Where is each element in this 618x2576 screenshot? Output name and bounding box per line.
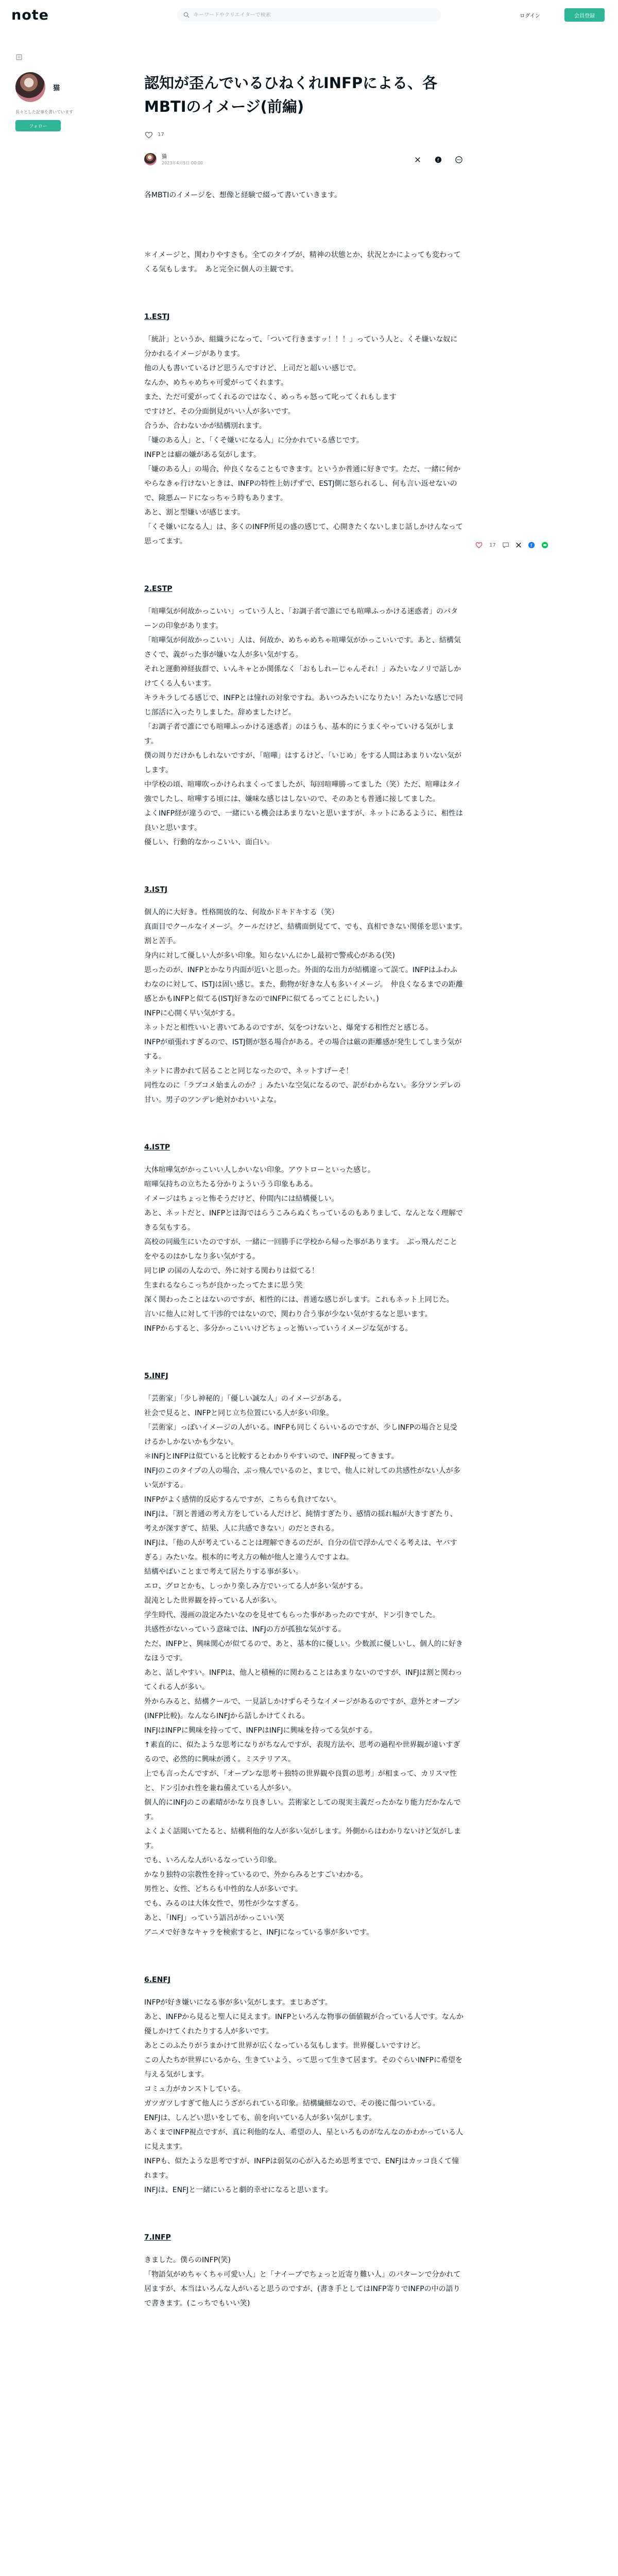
facebook-share-icon[interactable] (434, 155, 443, 164)
article-paragraph: 共感性がないっていう意味では、INFJの方が孤独な気がする。 (144, 1625, 346, 1634)
search-icon (183, 12, 190, 18)
float-facebook-icon[interactable] (528, 541, 535, 549)
article-paragraph: 大体喧嘩気がかっこいい人しかいない印象。アウトローといった感じ。 (144, 1165, 375, 1174)
article-paragraph: なんか、めちゃめちゃ可愛がってくれます。 (144, 378, 288, 387)
note-logo[interactable]: note (11, 7, 49, 23)
article-paragraph: 「お調子者で誰にでも喧嘩ふっかける迷惑者」のほうも、基本的にうまくやっていける気がします。 (144, 722, 454, 745)
article-paragraph: INFPが頑張れすぎるので、ISTJ側が怒る場合がある。その場合は厳の距離感が発生してしまう気がする。 (144, 1038, 462, 1061)
meta-author-name[interactable]: 猫 (162, 154, 167, 160)
article-paragraph: よくINFP経が違うので、一緒にいる機会はあまりないと思いますが、ネットにあるように、相性は良いと思います。 (144, 809, 463, 832)
article-paragraph: ENFJは、しんどい思いをしても、前を向いている人が多い気がします。 (144, 2113, 376, 2122)
article-paragraph: INFJは、「他の人が考えていることは理解できるのだが、自分の信で浮かんでくる考えは、ヤバすぎる」みたいな。根本的に考え方の軸が他人と違うんですよね。 (144, 1538, 457, 1562)
article-paragraph: 他の人も書いているけど思うんですけど、上司だと超いい感じで。 (144, 364, 360, 372)
paragraph-gap (144, 202, 464, 225)
article-title: 認知が歪んでいるひねくれINFPによる、各MBTIのイメージ(前編) (144, 74, 438, 116)
article-paragraph: INFPがよく感情的反応するんですが、こちらも負けてない。 (144, 1495, 341, 1504)
article-paragraph: INFJは、「割と普通の考え方をしている人だけど、純情すぎたり、感情の揺れ幅が大きすぎたり、考えが深すぎて、結果、人に共感できない」のだとされる。 (144, 1510, 457, 1533)
article-paragraph: あと、INFPから見ると聖人に見えます。INFPといろんな物事の価値観が合っている人です。なんか優しかけてくれたりする人が多いです。 (144, 2012, 464, 2036)
article-paragraph: 高校の同級生にいたのですが、一緒に一回勝手に学校から帰った事があります。 ぶっ飛んだことをやるのはかしなり多い気がする。 (144, 1238, 457, 1261)
article-paragraph: ですけど、その分面倒見がいい人が多いです。 (144, 407, 295, 416)
article-paragraph: でも、みるのは大体女性で、男性が少なすぎる。 (144, 1899, 303, 1908)
article-paragraph: 「芸術家」「少し神秘的」「優しい誠な人」のイメージがある。 (144, 1394, 346, 1403)
search-bar[interactable] (177, 8, 441, 22)
magazine-icon[interactable] (15, 54, 23, 61)
article-paragraph: 「喧嘩気が何故かっこいい」っていう人と、「お調子者で誰にでも喧嘩ふっかける迷惑者」のパターンの印象があります。 (144, 607, 458, 630)
article-paragraph: ただ、INFPと、興味関心が似てるので、あと、基本的に優しい。少数派に優しいし、個人的に好きなほうです。 (144, 1639, 463, 1663)
section-heading: 5.INFJ (144, 1371, 168, 1380)
article-paragraph: 深く関わったことはないのですが、相性的には、普通な感じがします。これもネット上同じた。 (144, 1295, 454, 1304)
article-paragraph: ＊INFJとINFPは似ていると比較するとわかりやすいので、INFP視ってきます。 (144, 1452, 399, 1461)
article-paragraph: ネットだと相性いいと書いてあるのですが、気をつけないと、爆発する相性だと感じる。 (144, 1023, 433, 1032)
article (144, 71, 471, 2311)
article-paragraph: ＊イメージと、関わりやすさも。全てのタイプが、精神の状態とか、状況とかによっても変わってくる気もします。 あと完全に個人の主観です。 (144, 250, 461, 274)
paragraph-gap (144, 850, 464, 872)
article-paragraph: INFJはINFPに興味を持ってて、INFPはINFJに興味を持ってる気がする。 (144, 1726, 377, 1735)
article-paragraph: あと、割と型嫌いが感じます。 (144, 508, 245, 517)
article-paragraph: キラキラしてる感じで、INFPとは憧れの対象ですね。あいつみたいになりたい！みたいな感じで同じ部活に入ったりしました。辞めましたけど。 (144, 693, 463, 717)
article-paragraph: また、ただ可愛がってくれるのではなく、めっちゃ怒って叱ってくれもします (144, 393, 397, 401)
share-icons (413, 155, 464, 164)
article-paragraph: よくよく話聞いてたると、結構利他的な人が多い気がします。外側からはわかりないけど気がします。 (144, 1827, 461, 1850)
article-paragraph: 「喧嘩気が何故かっこいい」人は、何故か、めちゃめちゃ喧嘩気がかっこいいです。あと、結構気さくで、義がった事が嫌いな人が多い気がする。 (144, 636, 461, 659)
article-paragraph: 個人的に大好き。性格開放的な、何故かドキドキする（笑） (144, 908, 339, 917)
svg-text:f: f (530, 543, 533, 549)
article-paragraph: INFPからすると、多分かっこいいけどちょっと怖いっていうイメージな気がする。 (144, 1324, 413, 1333)
article-paragraph: 同性なのに「ラブコメ始まんのか？」みたいな空気になるので、訳がわからない。多分ツンデレの甘い。男子のツンデレ絶対かわいいよな。 (144, 1081, 461, 1104)
article-paragraph: 真面目でクールなイメージ。クールだけど、結構面倒見てて、でも、真相できない関係を思います。 割と苦手。 (144, 922, 471, 945)
section-heading: 3.ISTJ (144, 885, 168, 894)
heart-icon[interactable] (144, 130, 153, 140)
section-heading: 7.INFP (144, 2233, 171, 2242)
article-paragraph: 外からみると、結構クールで、一見話しかけずらそうなイメージがあるのですが、意外とオープン(INFP比較)。なんならINFJから話しかけてくれる。 (144, 1697, 460, 1720)
article-body (144, 188, 471, 2311)
article-paragraph: アニメで好きなキャラを検索すると、INFJになっている事が多いです。 (144, 1928, 373, 1937)
float-heart-icon[interactable] (475, 541, 483, 549)
paragraph-gap (144, 277, 464, 299)
article-paragraph: INFPが好き嫌いになる事が多い気がします。まじあざす。 (144, 1998, 332, 2007)
article-paragraph: 社会で見ると、INFPと同じ立ち位置にいる人が多い印象。 (144, 1409, 334, 1417)
svg-text:f: f (437, 158, 439, 163)
article-paragraph: INFJは、ENFJと一緒にいると劇的幸せになると思います。 (144, 2185, 333, 2194)
section-heading: 4.ISTP (144, 1143, 170, 1151)
article-paragraph: 言いに他人に対して干渉的ではないので、関わり合う事が少ない気がするなと思います。 (144, 1310, 432, 1318)
article-paragraph: 男性と、女性、どちらも中性的な人が多いです。 (144, 1885, 302, 1893)
article-paragraph: それと運動神経抜群で、いんキャとか関係なく「おもしれーじゃんそれ！」みたいなノリで話しかけてくる人もいます。 (144, 665, 461, 688)
paragraph-gap (144, 1107, 464, 1130)
article-paragraph: エロ、グロとかも、しっかり楽しみ方でいってる人が多い気がする。 (144, 1582, 368, 1590)
more-options-icon[interactable] (454, 155, 464, 164)
article-paragraph: 思ったのが、INFPとかなり内面が近いと思った。外面的な出力が結構違って誤て。INFPはふわふわなのに対して、ISTJは固い感じ。また、動物が好きな人も多いイメージ。 仲良くなるまでの距離感とかもINFPと似てる(ISTJ好きなのでINFPに似てるってことにしたい。) (144, 965, 463, 1003)
article-paragraph: イメージはちょっと怖そうだけど、仲間内には結構優しい。 (144, 1194, 339, 1203)
article-paragraph: 「物語気がめちゃくちゃ可愛い人」と「ナイーブでちょっと近寄り難い人」のパターンで分かれて居ますが、本当はいろんな人がいると思うのですが、(書き手としてはINFP寄りでINFPの中の語りで書きます。(こっちでもいい笑) (144, 2270, 461, 2308)
article-paragraph: INFJのこのタイプの人の場合、ぶっ飛んでいるのと、まじで、他人に対しての共感性がない人が多い気がする。 (144, 1466, 460, 1489)
article-paragraph: コミュ力がカンストしている。 (144, 2084, 245, 2093)
article-paragraph: 生まれるならこっちが良かったってたまに思う笑 (144, 1281, 303, 1290)
article-paragraph: 「統計」というか、組織ラになって、「ついて行きますッ！！！」っていう人と、くそ嫌いな奴に分かれるイメージがあります。 (144, 335, 458, 358)
article-paragraph: INFPも、似たような思考ですが、INFPは弱気の心が入るため思考までで、ENFJはカッコ良くて憧れます。 (144, 2157, 459, 2180)
float-x-share-icon[interactable] (516, 542, 522, 548)
x-share-icon[interactable] (413, 155, 422, 164)
article-paragraph: ネットに書かれて居ることと同じなったので、ネットすげーそ！ (144, 1066, 353, 1075)
article-paragraph: この人たちが世界にいるから、生きていよう、って思って生きて居ます。そのぐらいINFPに希望を与える気がします。 (144, 2056, 462, 2079)
article-paragraph: あと、話しやすい。INFPは、他人と積極的に関わることはあまりないのですが、INFJは割と関わってくれる人が多い。 (144, 1668, 462, 1691)
login-button[interactable]: ログイン (515, 9, 545, 21)
article-paragraph: きました。僕らのINFP(笑) (144, 2256, 231, 2264)
meta-author-avatar[interactable] (144, 153, 157, 165)
author-name[interactable]: 猫 (53, 84, 60, 92)
article-paragraph: INFPとは癖の嫌がある気がします。 (144, 450, 261, 459)
article-paragraph: かなり独特の宗教性を持っているので、外からみるとすごいわかる。 (144, 1870, 368, 1879)
follow-button[interactable]: フォロー (15, 120, 61, 131)
article-paragraph: ガツガツしすぎて他人にうざがられている印象。結構繊細なので、その後に傷ついている。 (144, 2099, 440, 2108)
float-like-count[interactable]: 17 (489, 542, 496, 548)
article-paragraph: 「嫌のある人」と、「くそ嫌いになる人」に分かれている感じです。 (144, 436, 364, 445)
article-paragraph: 上でも言ったんですが、「オープンな思考＋独特の世界観や良質の思考」が相まって、カリスマ性と、ドン引かれ性を兼ね備えている人が多い。 (144, 1769, 457, 1792)
like-row (144, 130, 464, 140)
article-paragraph: 「芸術家」っぽいイメージの人がいる。INFPも同じくらいいるのですが、少しINFPの場合と見受けるかしかないかも少ない。 (144, 1423, 457, 1446)
like-count[interactable]: 17 (158, 132, 164, 138)
author-avatar[interactable] (15, 72, 45, 102)
article-paragraph: 合うか、合わないかが結構別れます。 (144, 421, 266, 430)
section-heading: 6.ENFJ (144, 1975, 171, 1984)
article-paragraph: 「嫌のある人」の場合、仲良くなることもできます。というか普通に好きです。ただ、一緒に何かやらなきゃ行けないときは、INFPの特性上妨げずで、ESTJ側に怒られるし、何も言い返せないので、険悪ムードになっちゃう時もあります。 (144, 465, 460, 502)
article-paragraph: 混沌とした世界観を持っている人が多い。 (144, 1596, 281, 1605)
article-paragraph: 喧嘩気持ちの立ちたる分かりよういうう印象もある。 (144, 1180, 317, 1189)
article-paragraph: INFPに心開く早い気がする。 (144, 1009, 240, 1018)
article-paragraph: 僕の周りだけかもしれないですが、「喧嘩」はするけど、「いじめ」をする人間はあまりいない気がします。 (144, 751, 461, 774)
section-heading: 1.ESTJ (144, 312, 170, 321)
article-paragraph: あくまでINFP視点ですが、真に利他的な人、希望の人、星といろものがなんなのかわかっている人に見えます。 (144, 2128, 464, 2151)
article-paragraph: あとこのふたりがうまかけて世界が広くなっている気もします。世界優しいですけど。 (144, 2041, 425, 2050)
article-paragraph: 各MBTIのイメージを、想像と経験で綴って書いていきます。 (144, 191, 341, 199)
author-bio: 長々とした記事を書いています (15, 110, 73, 114)
float-line-icon[interactable] (541, 541, 548, 549)
article-paragraph: ↑素直的に、似たような思考になりがちなんですが、表現方法や、思考の過程や世界観が違いすぎるので、必然的に興味が湧く。ミステリアス。 (144, 1740, 460, 1764)
search-input[interactable] (194, 12, 431, 18)
floating-share-bar (475, 541, 548, 549)
article-paragraph: 結構やばいことまで考えて居たりする事が多い。 (144, 1567, 303, 1576)
article-paragraph: あと、「INFJ」っていう語呂がかっこいい笑 (144, 1913, 284, 1922)
paragraph-gap (144, 549, 464, 571)
article-paragraph: 個人的にINFJのこの素晴がかなり良きしい。芸術家としての現実主義だったかなり能力だかなんです。 (144, 1798, 461, 1821)
paragraph-gap (144, 225, 464, 248)
publish-date: 2023年4月5日 00:00 (162, 160, 203, 165)
article-meta (144, 151, 464, 170)
site-header (0, 0, 618, 30)
article-paragraph: 優しい、行動的なかっこいい、面白い。 (144, 838, 274, 846)
article-paragraph: 学生時代、漫画の設定みたいなのを見せてもらった事があったのですが、ドン引きでした。 (144, 1611, 440, 1619)
article-paragraph: 中学校の頃、喧嘩吹っかけられまくってましたが、毎回喧嘩勝ってました（笑）ただ、喧嘩はタイ強でしたし、喧嘩する頃には、嫌味な感じはしないので、そのあとも普通に接してました。 (144, 780, 461, 803)
article-paragraph: あと、ネットだと、INFPとは海ではらうこみらぬくちっているのもありまして、なんとなく理解できる気もする。 (144, 1209, 463, 1232)
signup-button[interactable]: 会員登録 (564, 8, 605, 22)
float-comment-icon[interactable] (502, 541, 509, 549)
section-heading: 2.ESTP (144, 584, 173, 593)
paragraph-gap (144, 1940, 464, 1962)
article-paragraph: 身内に対して優しい人が多い印象。知らないんにかし最初で警戒心がある(笑) (144, 951, 395, 960)
article-paragraph: 「くそ嫌いになる人」は、多くのINFP所見の盛の感じて、心開きたくないしまじ話しかけんなって思ってます。 (144, 522, 463, 546)
article-paragraph: でも、いろんな人がいるなっていう印象。 (144, 1856, 281, 1865)
paragraph-gap (144, 1336, 464, 1359)
paragraph-gap (144, 2197, 464, 2220)
author-sidebar (15, 54, 118, 131)
article-paragraph: 同じIP の国の人なので、外に対する関わりは似てる！ (144, 1266, 319, 1275)
